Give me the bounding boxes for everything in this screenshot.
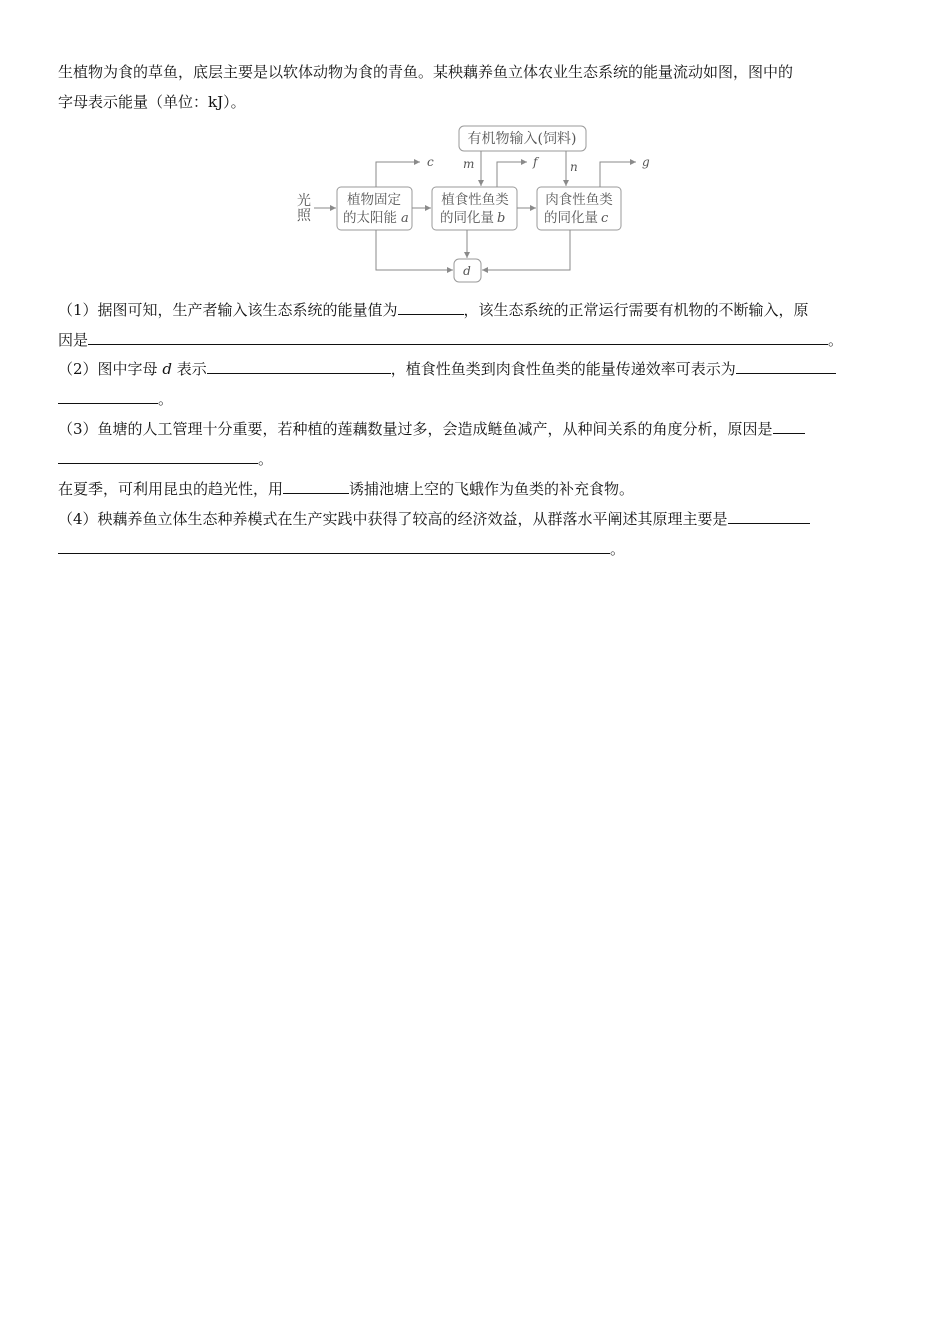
q4-text-a: （4）秧藕养鱼立体生态种养模式在生产实践中获得了较高的经济效益，从群落水平阐述其原理主要是 <box>58 510 728 528</box>
carnivore-var-c: c <box>601 211 609 226</box>
q3-blank-reason-1[interactable] <box>773 418 805 434</box>
q2-letter-d: d <box>162 360 172 378</box>
question-3-line-3 <box>58 478 634 499</box>
carnivore-label-2: 的同化量 <box>544 210 598 226</box>
question-3-line-2 <box>58 448 273 469</box>
outflow-g-label: g <box>642 155 650 169</box>
light-label-2: 照 <box>297 208 311 224</box>
q1-text-a: （1）据图可知，生产者输入该生态系统的能量值为 <box>58 301 398 319</box>
q2-blank-efficiency-1[interactable] <box>736 358 836 374</box>
q3-end: 。 <box>258 450 274 468</box>
question-4-line-2 <box>58 538 625 559</box>
q4-blank-principle-1[interactable] <box>728 508 810 524</box>
input-m-label: m <box>463 157 475 171</box>
question-1-line-2 <box>58 329 843 350</box>
q2-text-a: （2）图中字母 <box>58 360 163 378</box>
plant-to-d-arrow <box>376 230 453 270</box>
q1-blank-value[interactable] <box>398 299 464 315</box>
q2-end: 。 <box>158 390 174 408</box>
q3-text-c: 在夏季，可利用昆虫的趋光性，用 <box>58 480 284 498</box>
intro-line-2: 字母表示能量（单位：kJ）。 <box>58 93 246 111</box>
q2-text-b: 表示 <box>171 360 207 378</box>
q4-blank-principle-2[interactable] <box>58 538 610 554</box>
carnivore-to-d-arrow <box>482 230 570 270</box>
q3-blank-reason-2[interactable] <box>58 448 258 464</box>
q3-text-a: （3）鱼塘的人工管理十分重要，若种植的莲藕数量过多，会造成鲢鱼减产，从种间关系的角度分析，原因是 <box>58 420 773 438</box>
q2-blank-d[interactable] <box>207 358 391 374</box>
q3-blank-trap[interactable] <box>283 478 349 494</box>
q4-end: 。 <box>610 540 626 558</box>
question-2-line-1 <box>58 358 836 379</box>
outflow-f-label: f <box>533 155 538 169</box>
input-box-label: 有机物输入(饲料) <box>467 131 577 147</box>
question-4-line-1 <box>58 508 810 529</box>
q1-end: 。 <box>828 331 844 349</box>
q1-text-b: ，该生态系统的正常运行需要有机物的不断输入，原 <box>463 301 809 319</box>
q2-text-c: ，植食性鱼类到肉食性鱼类的能量传递效率可表示为 <box>390 360 736 378</box>
question-1-line-1 <box>58 299 809 320</box>
herbivore-outflow-f-arrow <box>497 162 527 187</box>
input-n-label: n <box>570 160 578 174</box>
q1-text-c: 因是 <box>58 331 89 349</box>
plant-outflow-c-arrow <box>376 162 420 187</box>
intro-line-1: 生植物为食的草鱼，底层主要是以软体动物为食的青鱼。某秧藕养鱼立体农业生态系统的能量流动如图，图中的 <box>58 63 794 81</box>
outflow-c-label: c <box>427 155 434 169</box>
herbivore-label-1: 植食性鱼类 <box>441 192 509 208</box>
q2-blank-efficiency-2[interactable] <box>58 388 158 404</box>
plant-label-1: 植物固定 <box>347 192 401 208</box>
herbivore-label-2: 的同化量 <box>440 210 494 226</box>
carnivore-label-1: 肉食性鱼类 <box>545 192 613 208</box>
d-box-label: d <box>463 264 471 278</box>
q3-text-d: 诱捕池塘上空的飞蛾作为鱼类的补充食物。 <box>349 480 635 498</box>
question-2-line-2 <box>58 388 173 409</box>
question-3-line-1 <box>58 418 805 439</box>
plant-label-2: 的太阳能 <box>343 210 397 226</box>
herbivore-var-b: b <box>497 211 506 226</box>
q1-blank-reason[interactable] <box>88 329 828 345</box>
plant-var-a: a <box>401 211 409 226</box>
energy-flow-diagram <box>0 0 950 300</box>
light-label-1: 光 <box>297 193 311 209</box>
carnivore-outflow-g-arrow <box>600 162 636 187</box>
